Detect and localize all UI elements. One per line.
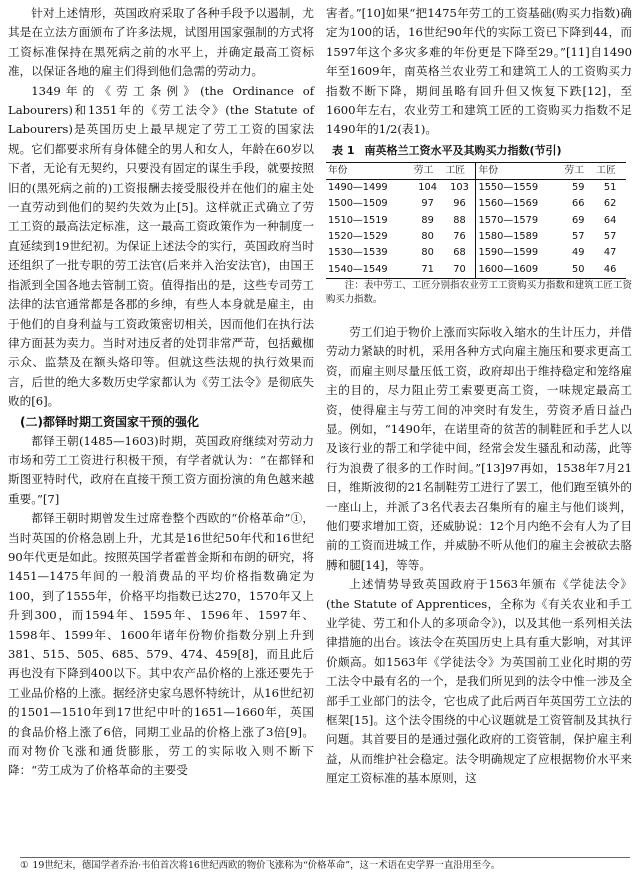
table-note: 注：表中劳工、工匠分别指农业劳工工资购买力指数和建筑工匠工资购买力指数。 [326, 279, 632, 305]
paragraph: 都铎王朝(1485—1603)时期，英国政府继续对劳动力市场和劳工工资进行积极干预，有学者就认为：“在都铎和斯图亚特时代，政府在直接干预工资方面扮演的角色越来越重要。”[7] [8, 433, 314, 506]
paragraph: 害者。”[10]如果“把1475年劳工的工资基础(购买力指数)确定为100的话，16世纪90年代的实际工资已下降到44，而1597年这个多灾多难的年份更是下降至29。”[11]自1490年至1609年，南英格兰农业劳工和建筑工人的工资购买力指数不断下降，期间虽略有回升但又恢复下跌[12]，至1600年左右，农业劳工和建筑工匠的工资购买力指数不足1490年的1/2(表1)。 [326, 6, 632, 137]
table-cell: 68 [453, 247, 466, 259]
paragraph: 劳工们迫于物价上涨而实际收入缩水的生计压力，并借劳动力紧缺的时机，采用各种方式向雇主施压和要求更高工资，而雇主则尽量压低工资，政府却出于维持稳定和笼络雇主的目的，尽力阻止劳工索要更高工资，一味规定最高工资，使得雇主与劳工间的冲突时有发生，劳资矛盾日益凸显。例如，“1490年，在诺里奇的贫苦的制鞋匠和手艺人以及该行业的帮工和学徒中间，经常会发生骚乱和动荡，此等行为浪费了很多的工作时间。”[13]97再如，1538年7月21日，维斯波彻的21名制鞋劳工进行了罢工，他们跑至镇外的一座山上，并派了3名代表去召集所有的雇主与他们谈判，他们要求增加工资，还威胁说：12个月内绝不会有人为了目前的工资而进城工作，并威胁不听从他们的雇主会被砍去胳膊和腿[14]，等等。 [326, 324, 632, 572]
table-row [326, 213, 626, 229]
table-cell: 1550—1559 [476, 180, 562, 197]
table-cell: 69 [572, 214, 585, 226]
table-cell: 50 [562, 262, 594, 279]
table-row [326, 180, 626, 197]
table-cell: 104 [418, 182, 437, 194]
paragraph: 都铎王朝时期曾发生过席卷整个西欧的“价格革命”①，当时英国的价格急剧上升，尤其是16世纪50年代和16世纪90年代更是如此。按照英国学者霍普金斯和布朗的研究，将1451—1475年间的一般消费品的平均价格指数确定为100，到了1555年，价格平均指数已达270，1570年又上升到300，而1594年、1595年、1596年、1597年、1598年、1599年、1600年诸年份物价指数分别上升到381、515、505、685、579、474、459[8]，而且此后再也没有下降到400以下。其中农产品价格的上涨还要先于工业品价格的上涨。据经济史家乌恩怀特统计，从16世纪初的1501—1510年到17世纪中叶的1651—1660年，英国的食品价格上涨了6倍，同期工业品的价格上涨了3倍[9]。而对物价飞涨和通货膨胀，劳工的实际收入则不断下降：“劳工成为了价格革命的主要受 [8, 511, 314, 778]
column-header: 劳工 [562, 162, 594, 179]
left-column [8, 4, 314, 781]
table-cell: 97 [421, 198, 434, 210]
table-cell: 51 [603, 182, 617, 194]
table-row [326, 262, 626, 279]
right-column [326, 4, 632, 789]
data-table-block [326, 142, 632, 307]
paragraph: 上述情势导致英国政府于1563年颁布《学徒法令》(the Statute of Apprentices，全称为《有关农业和手工业学徒、劳工和仆人的多项命令》)，以及其他一系列相关法律措施的出台。该法令在英国历史上具有重大影响，对其评价颇高。如1563年《学徒法令》为英国前工业化时期的劳工法令中最有名的一个，是我们所见到的法令中惟一涉及全部手工业部门的法令，它也成了此后两百年英国劳工立法的框架[15]。这个法令围绕的中心议题就是工资管制及其执行问题。其首要目的是通过强化政府的工资管制，保护雇主利益，从而维护社会稳定。法令明确规定了应根据物价水平来厘定工资标准的基本原则，这 [326, 577, 632, 786]
table-row [326, 229, 626, 245]
wage-index-table [326, 162, 626, 279]
table-cell: 89 [421, 214, 434, 226]
table-cell: 1510—1519 [328, 214, 388, 226]
column-header: 年份 [326, 162, 412, 179]
footnote-text: 19世纪末，德国学者乔治·韦伯首次将16世纪西欧的物价飞涨称为“价格革命”，这一术语在史学界一直沿用至今。 [32, 860, 501, 871]
table-title: 南英格兰工资水平及其购买力指数(节引) [364, 143, 562, 157]
table-caption [332, 142, 632, 160]
table-cell: 49 [572, 247, 585, 259]
section-heading: (二)都铎时期工资国家干预的强化 [20, 414, 199, 429]
table-cell: 1590—1599 [476, 245, 562, 261]
table-cell: 1580—1589 [476, 229, 562, 245]
table-cell: 1540—1549 [326, 262, 412, 279]
table-cell: 70 [444, 262, 476, 279]
table-cell: 1500—1509 [328, 198, 388, 210]
table-cell: 1600—1609 [476, 262, 562, 279]
paragraph: 1349年的《劳工条例》(the Ordinance of Labourers)和1351年的《劳工法令》(the Statute of Labourers)是英国历史上最早规定了劳工工资的国家法规。它们都要求所有身体健全的男人和女人，年龄在60岁以下者，无论有无契约，只要没有固定的谋生手段，就要按照旧的(黑死病之前的)工资报酬去接受服役并在他们的雇主处一直劳动到他们的契约失效为止[5]。这样就正式确立了劳工工资的最高法定标准，这一最高工资政策作为一种制度一直延续到19世纪初。为保证上述法令的实行，英国政府当时还组织了一批专职的劳工法官(后来并入治安法官)，由国王指派到全国各地去管制工资。值得指出的是，这些专司劳工法律的法官通常都是各郡的乡绅，有些人本身就是雇主，由于他们的自身利益与工资政策密切相关，因而他们在执行法律方面甚为卖力。当时对违反者的处罚非常严苛，包括戴枷示众、监禁及在额头烙印等。但就这些法规的执行效果而言，后世的绝大多数历史学家都认为《劳工法令》是彻底失败的[6]。 [8, 83, 314, 409]
table-cell: 59 [572, 182, 585, 194]
table-cell: 1520—1529 [328, 231, 388, 243]
column-header: 年份 [476, 162, 562, 179]
table-cell: 64 [603, 214, 617, 226]
table-cell: 1560—1569 [476, 196, 562, 212]
table-cell: 46 [594, 262, 626, 279]
table-cell: 57 [603, 231, 617, 243]
table-cell: 57 [572, 231, 585, 243]
table-cell: 1490—1499 [328, 182, 388, 194]
table-cell: 88 [453, 214, 466, 226]
table-cell: 96 [453, 198, 466, 210]
table-cell: 66 [572, 198, 585, 210]
table-cell: 76 [453, 231, 466, 243]
table-number: 表 1 [332, 143, 355, 157]
table-cell: 80 [421, 231, 434, 243]
table-header-row [326, 162, 626, 179]
column-header: 工匠 [594, 162, 626, 179]
table-row [326, 245, 626, 261]
paragraph: 针对上述情形，英国政府采取了各种手段予以遏制，尤其是在立法方面颁布了许多法规，试图用国家强制的方式将工资标准保持在黑死病之前的水平上，并确定最高工资标准，以保证各地的雇主们得到他们急需的劳动力。 [8, 6, 314, 79]
footnote-marker: ① [20, 860, 29, 871]
table-cell: 47 [603, 247, 617, 259]
table-cell: 1530—1539 [328, 247, 388, 259]
column-header: 工匠 [444, 162, 476, 179]
table-row [326, 196, 626, 212]
table-cell: 62 [603, 198, 617, 210]
table-cell: 103 [450, 182, 469, 194]
table-cell: 1570—1579 [476, 213, 562, 229]
column-header: 劳工 [412, 162, 444, 179]
footnote [20, 857, 630, 873]
table-cell: 80 [421, 247, 434, 259]
table-cell: 71 [412, 262, 444, 279]
